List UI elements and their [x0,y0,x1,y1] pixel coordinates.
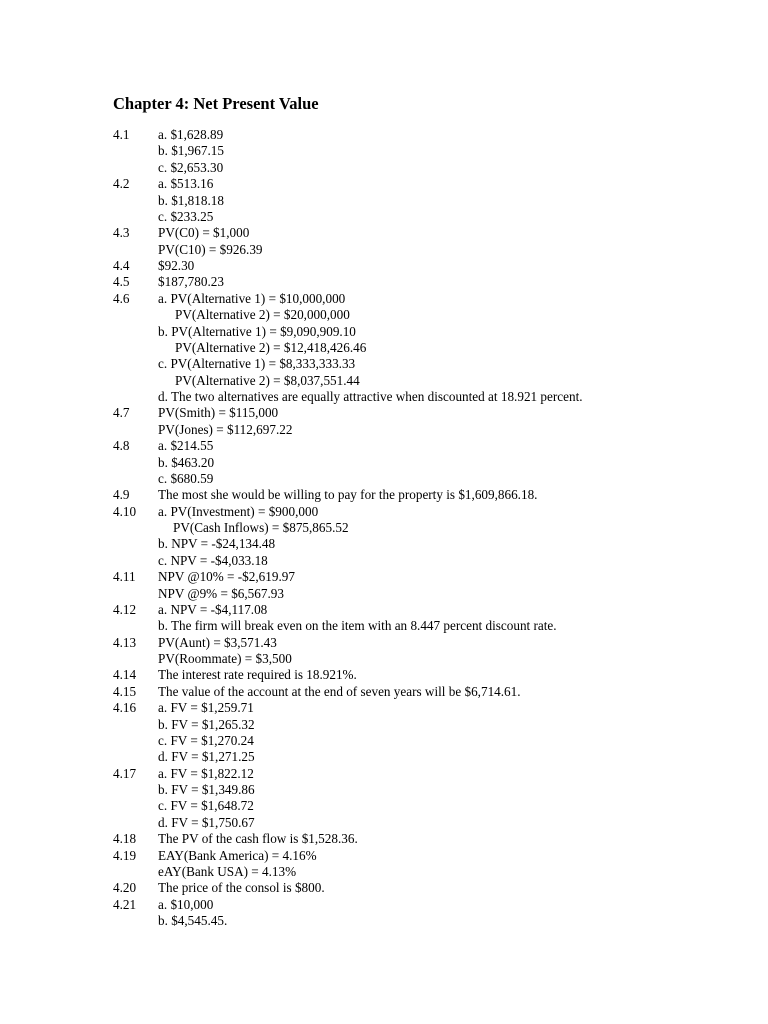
problem-number [113,209,158,225]
problem-number [113,143,158,159]
problem-number: 4.18 [113,831,137,847]
problem-number [113,815,158,831]
answer-text: PV(Aunt) = $3,571.43 [158,634,277,650]
list-item [113,340,753,356]
answer-text: b. $1,967.15 [158,143,224,159]
problem-number: 4.16 [113,700,137,716]
answer-text: The most she would be willing to pay for the property is $1,609,866.18. [158,487,538,503]
list-item [113,258,753,274]
problem-number [113,536,158,552]
problem-number: 4.6 [113,290,130,306]
problem-number [113,242,158,258]
list-item [113,667,753,683]
list-item [113,798,753,814]
list-item [113,356,753,372]
answer-text: c. $680.59 [158,470,214,486]
problem-number [113,455,158,471]
problem-number: 4.1 [113,127,130,142]
problem-number: 4.4 [113,258,130,273]
list-item [113,176,753,192]
answer-text: c. FV = $1,648.72 [158,798,254,814]
answer-text: a. PV(Alternative 1) = $10,000,000 [158,290,346,306]
answer-text: The interest rate required is 18.921%. [158,667,357,683]
list-item [113,749,753,765]
answer-text: a. PV(Investment) = $900,000 [158,503,319,519]
answer-text: a. NPV = -$4,117.08 [158,601,268,617]
list-item [113,700,753,716]
problem-number: 4.20 [113,880,137,896]
answer-text: a. $10,000 [158,896,214,912]
problem-number [113,160,158,176]
answer-text: c. PV(Alternative 1) = $8,333,333.33 [158,356,356,372]
problem-number [113,717,158,733]
answer-text: PV(Alternative 2) = $12,418,426.46 [175,339,367,355]
list-item [113,586,753,602]
list-item [113,913,753,929]
problem-number: 4.7 [113,405,130,421]
problem-number [113,471,158,487]
problem-number [113,586,158,602]
list-item [113,864,753,880]
problem-number [113,749,158,765]
answer-text: $92.30 [158,258,195,273]
list-item [113,373,753,389]
list-item [113,831,753,847]
problem-number [113,864,158,880]
answer-text: a. FV = $1,259.71 [158,700,254,716]
list-item [113,684,753,700]
answer-text: a. $513.16 [158,176,214,192]
problem-number [113,373,158,389]
answer-text: PV(C10) = $926.39 [158,241,263,257]
list-item [113,536,753,552]
list-item [113,602,753,618]
problem-number [113,520,158,536]
problem-number: 4.3 [113,225,130,241]
answer-text: a. FV = $1,822.12 [158,765,254,781]
answer-text: d. FV = $1,271.25 [158,749,255,765]
answer-text: NPV @10% = -$2,619.97 [158,569,295,585]
answer-text: b. FV = $1,265.32 [158,716,255,732]
problem-number [113,340,158,356]
problem-number [113,618,158,634]
list-item [113,209,753,225]
list-item [113,618,753,634]
problem-number: 4.2 [113,176,130,192]
answer-text: b. $4,545.45. [158,913,228,928]
answer-text: b. The firm will break even on the item with an 8.447 percent discount rate. [158,618,557,634]
list-item [113,422,753,438]
answer-text: PV(Jones) = $112,697.22 [158,421,293,437]
list-item [113,717,753,733]
answer-text: PV(Alternative 2) = $20,000,000 [175,307,350,323]
list-item [113,782,753,798]
list-item [113,143,753,159]
problem-number [113,324,158,340]
answer-text: a. $214.55 [158,438,214,454]
problem-number [113,733,158,749]
list-item [113,504,753,520]
answer-text: c. $233.25 [158,208,214,224]
answer-text: The value of the account at the end of seven years will be $6,714.61. [158,683,521,699]
answer-text: b. $1,818.18 [158,192,224,208]
answer-text: c. NPV = -$4,033.18 [158,552,268,568]
list-item [113,520,753,536]
list-item [113,225,753,241]
problem-number [113,389,158,405]
answer-text: eAY(Bank USA) = 4.13% [158,863,297,879]
answer-text: $187,780.23 [158,274,224,290]
problem-number: 4.13 [113,634,137,650]
problem-number [113,422,158,438]
problem-number: 4.11 [113,569,136,585]
answer-text: b. FV = $1,349.86 [158,782,255,797]
answer-text: PV(Cash Inflows) = $875,865.52 [173,520,349,535]
problem-number: 4.12 [113,601,137,617]
list-item [113,127,753,143]
answer-text: PV(Alternative 2) = $8,037,551.44 [175,372,360,388]
problem-number [113,798,158,814]
list-item [113,766,753,782]
problem-number: 4.19 [113,847,137,863]
list-item [113,651,753,667]
list-item [113,324,753,340]
list-item [113,438,753,454]
list-item [113,274,753,290]
list-item [113,487,753,503]
answer-text: The PV of the cash flow is $1,528.36. [158,831,358,847]
answer-text: The price of the consol is $800. [158,880,325,896]
list-item [113,569,753,585]
problem-number [113,307,158,323]
list-item [113,815,753,831]
problem-number [113,356,158,372]
answer-text: d. FV = $1,750.67 [158,814,255,830]
problem-number [113,913,158,929]
problem-number: 4.15 [113,683,137,699]
problem-number: 4.5 [113,274,130,290]
list-item [113,389,753,405]
list-item [113,455,753,471]
list-item [113,471,753,487]
answer-text: a. $1,628.89 [158,127,224,142]
answer-text: EAY(Bank America) = 4.16% [158,847,317,863]
answer-list [113,127,753,929]
list-item [113,880,753,896]
list-item [113,635,753,651]
answer-text: d. The two alternatives are equally attractive when discounted at 18.921 percent. [158,389,583,404]
problem-number: 4.9 [113,487,130,503]
problem-number: 4.21 [113,896,137,912]
list-item [113,193,753,209]
answer-text: b. NPV = -$24,134.48 [158,536,276,552]
problem-number [113,651,158,667]
problem-number: 4.8 [113,438,130,454]
list-item [113,242,753,258]
list-item [113,291,753,307]
list-item [113,733,753,749]
answer-text: c. $2,653.30 [158,159,224,175]
answer-text: PV(C0) = $1,000 [158,225,250,241]
problem-number [113,193,158,209]
answer-text: c. FV = $1,270.24 [158,732,254,748]
answer-text: b. PV(Alternative 1) = $9,090,909.10 [158,323,356,339]
answer-text: NPV @9% = $6,567.93 [158,585,284,601]
list-item [113,160,753,176]
problem-number [113,782,158,798]
page-title: Chapter 4: Net Present Value [113,94,319,113]
problem-number [113,553,158,569]
problem-number: 4.14 [113,667,137,683]
problem-number: 4.17 [113,765,137,781]
list-item [113,553,753,569]
answer-text: PV(Smith) = $115,000 [158,405,279,421]
list-item [113,848,753,864]
list-item [113,897,753,913]
answer-text: PV(Roommate) = $3,500 [158,651,292,666]
answer-text: b. $463.20 [158,454,215,470]
list-item [113,405,753,421]
list-item [113,307,753,323]
problem-number: 4.10 [113,503,137,519]
